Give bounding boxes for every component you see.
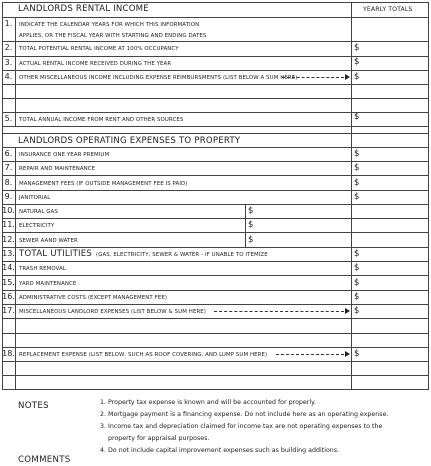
row-label: INDICATE THE CALENDAR YEARS FOR WHICH THIS INFORMATION xyxy=(19,22,200,28)
row-label: YARD MAINTENANCE xyxy=(19,281,77,287)
row-number: 16. xyxy=(2,292,15,301)
row-number: 9. xyxy=(4,192,13,201)
row-label: OTHER MISCELLANEOUS INCOME INCLUDING EXPENSE REIMBURSMENTS (LIST BELOW A SUM HERE) xyxy=(19,75,298,81)
row-label: INSURANCE ONE YEAR PREMIUM xyxy=(19,152,110,158)
dollar-sign: $ xyxy=(354,149,360,159)
row-label: NATURAL GAS xyxy=(19,209,58,215)
row-label: TOTAL ANNUAL INCOME FROM RENT AND OTHER SOURCES xyxy=(19,117,184,123)
row-label: ACTUAL RENTAL INCOME RECEIVED DURING THE YEAR xyxy=(19,61,172,67)
dollar-sign: $ xyxy=(354,178,360,188)
dollar-sign: $ xyxy=(354,43,360,53)
comments-title: COMMENTS xyxy=(18,455,71,465)
dollar-sign: $ xyxy=(354,112,360,122)
row-number: 11. xyxy=(2,220,15,229)
expenses-section-title: LANDLORDS OPERATING EXPENSES TO PROPERTY xyxy=(18,136,241,146)
arrow-right-icon xyxy=(214,308,350,314)
row-number: 7. xyxy=(4,163,13,172)
yearly-totals-header: YEARLY TOTALS xyxy=(363,6,413,13)
row-number: 13. xyxy=(2,249,15,258)
dollar-sign: $ xyxy=(354,57,360,67)
dollar-sign: $ xyxy=(354,192,360,202)
row-number: 10. xyxy=(2,206,15,215)
actual-rental-income-field[interactable] xyxy=(362,57,428,70)
dollar-sign: $ xyxy=(354,292,360,302)
dollar-sign: $ xyxy=(354,278,360,288)
total-utilities-label: TOTAL UTILITIES xyxy=(19,249,93,259)
dollar-sign: $ xyxy=(354,163,360,173)
dollar-sign: $ xyxy=(354,306,360,316)
total-annual-income-field[interactable] xyxy=(362,113,428,126)
dollar-sign: $ xyxy=(248,206,254,216)
notes-title: NOTES xyxy=(18,401,49,411)
calendar-year-field[interactable] xyxy=(352,18,428,41)
note-item: property for appraisal purposes. xyxy=(108,435,210,442)
row-number: 12. xyxy=(2,235,15,244)
row-label: ELECTRICITY xyxy=(19,223,55,229)
row-number: 17. xyxy=(2,306,15,315)
row-label: SEWER AAND WATER xyxy=(19,238,78,244)
note-item: 4. Do not include capital improvement expenses such as building additions. xyxy=(100,447,340,454)
dollar-sign: $ xyxy=(354,72,360,82)
dollar-sign: $ xyxy=(248,235,254,245)
row-number: 2. xyxy=(4,43,13,52)
row-number: 6. xyxy=(4,149,13,158)
other-income-field[interactable] xyxy=(362,71,428,84)
row-label: MANAGEMENT FEES (IF OUTSIDE MANAGEMENT FEE IS PAID) xyxy=(19,181,188,187)
row-number: 3. xyxy=(4,58,13,67)
row-number: 15. xyxy=(2,278,15,287)
row-label: (GAS, ELECTRICITY, SEWER & WATER - IF UNABLE TO ITEMIZE xyxy=(96,252,268,258)
row-label: JANITORIAL xyxy=(19,195,51,201)
dollar-sign: $ xyxy=(354,249,360,259)
row-label: REPAIR AND MAINTENANCE xyxy=(19,166,96,172)
arrow-right-icon xyxy=(282,74,350,80)
dollar-sign: $ xyxy=(248,220,254,230)
note-item: 2. Mortgage payment is a financing expense. Do not include here as an operating expense. xyxy=(100,411,389,418)
row-label: MISCELLANEOUS LANDLORD EXPENSES (LIST BELOW & SUM HERE) xyxy=(19,309,207,315)
row-number: 14. xyxy=(2,263,15,272)
income-section-title: LANDLORDS RENTAL INCOME xyxy=(18,4,149,14)
note-item: 3. Income tax and depreciation claimed for income tax are not operating expenses to the xyxy=(100,423,383,430)
row-label: REPLACEMENT EXPENSE (LIST BELOW, SUCH AS ROOF COVERING, AND LUMP SUM HERE) xyxy=(19,352,268,358)
row-number: 8. xyxy=(4,178,13,187)
potential-rental-income-field[interactable] xyxy=(362,42,428,56)
row-number: 4. xyxy=(4,72,13,81)
row-label: TRASH REMOVAL xyxy=(19,266,66,272)
dollar-sign: $ xyxy=(354,349,360,359)
row-number: 1. xyxy=(4,19,13,28)
note-item: 1. Property tax expense is known and will be accounted for properly. xyxy=(100,399,316,406)
arrow-right-icon xyxy=(276,351,350,357)
row-label: APPLIES, OR THE FISCAL YEAR WITH STARTING AND ENDING DATES xyxy=(19,33,207,39)
row-label: ADMINISTRATIVE COSTS (EXCEPT MANAGEMENT FEE) xyxy=(19,295,168,301)
row-number: 5. xyxy=(4,114,13,123)
row-number: 18. xyxy=(2,349,15,358)
row-label: TOTAL POTENTIAL RENTAL INCOME AT 100% OCCUPANCY xyxy=(19,46,179,52)
dollar-sign: $ xyxy=(354,263,360,273)
